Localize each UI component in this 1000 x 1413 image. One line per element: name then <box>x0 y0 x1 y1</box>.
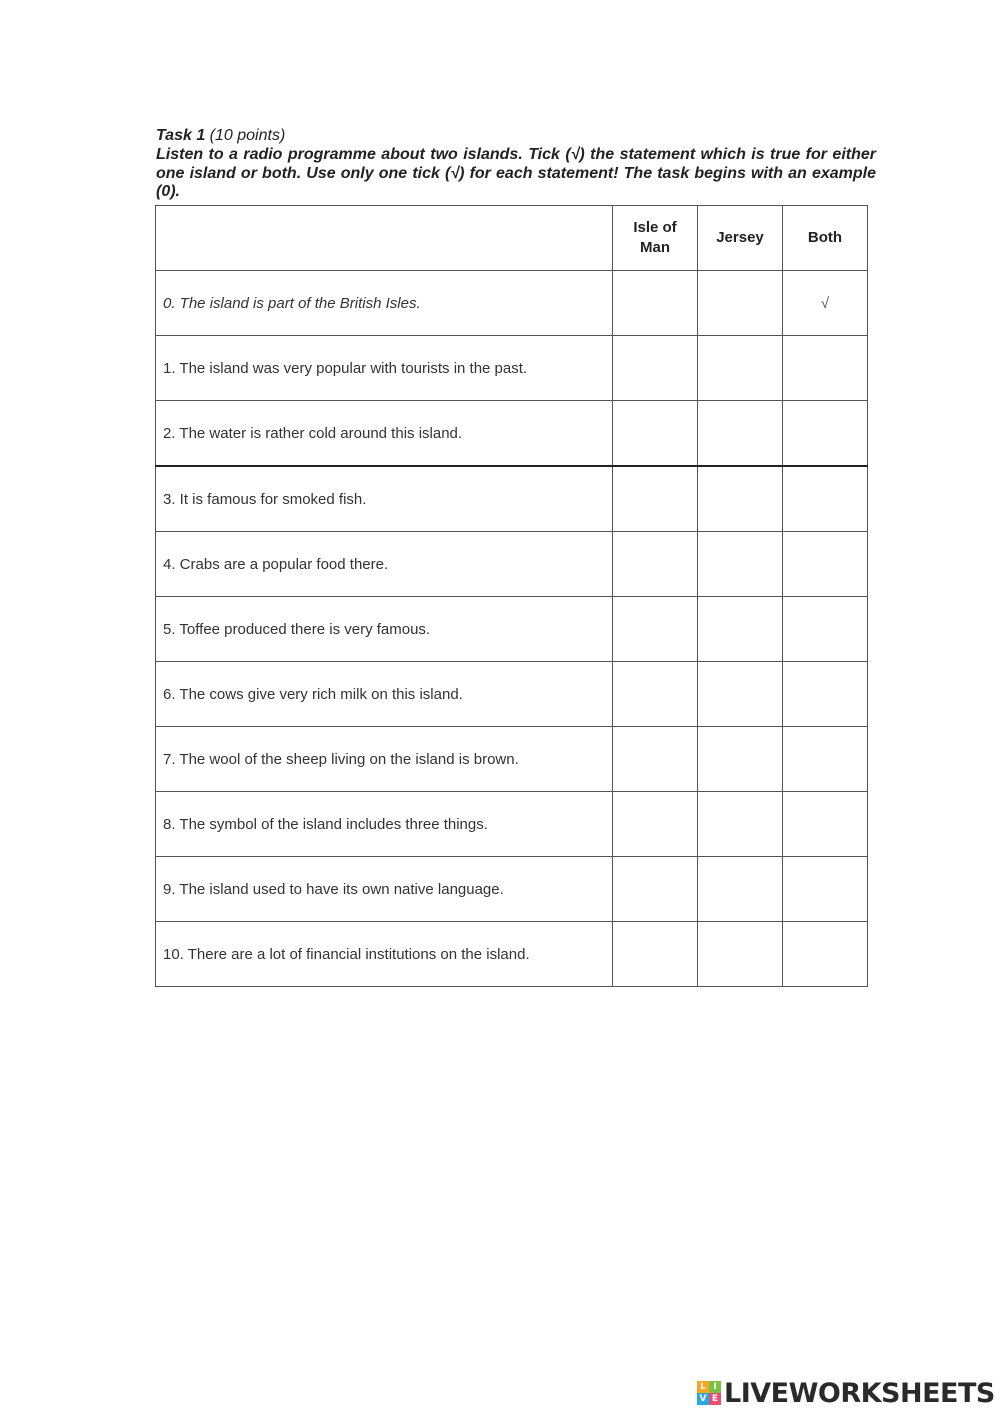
statement-cell: 10. There are a lot of financial institutions on the island. <box>156 922 613 987</box>
tick-cell-isle-of-man[interactable] <box>613 532 698 597</box>
tick-cell-both[interactable] <box>783 727 868 792</box>
tick-cell-isle-of-man[interactable] <box>613 336 698 401</box>
tick-cell-both[interactable] <box>783 336 868 401</box>
tick-cell-isle-of-man <box>613 271 698 336</box>
tick-cell-both[interactable] <box>783 857 868 922</box>
task-label: Task 1 <box>156 127 206 144</box>
table-body <box>156 271 868 987</box>
table-row <box>156 597 868 662</box>
tick-cell-both[interactable] <box>783 597 868 662</box>
table-row <box>156 922 868 987</box>
table-row <box>156 532 868 597</box>
tick-cell-jersey[interactable] <box>698 532 783 597</box>
tick-cell-both[interactable] <box>783 922 868 987</box>
statement-cell: 0. The island is part of the British Isles. <box>156 271 613 336</box>
logo-mark-letter: E <box>709 1393 721 1405</box>
tick-cell-isle-of-man[interactable] <box>613 922 698 987</box>
column-header-jersey: Jersey <box>698 206 783 271</box>
logo-mark-letter: I <box>709 1381 721 1393</box>
column-header-both: Both <box>783 206 868 271</box>
table-row <box>156 466 868 532</box>
tick-cell-isle-of-man[interactable] <box>613 792 698 857</box>
tick-cell-isle-of-man[interactable] <box>613 662 698 727</box>
statement-cell: 3. It is famous for smoked fish. <box>156 466 613 532</box>
tick-cell-jersey[interactable] <box>698 401 783 467</box>
tick-cell-jersey[interactable] <box>698 336 783 401</box>
tick-cell-isle-of-man[interactable] <box>613 466 698 532</box>
tick-cell-both[interactable] <box>783 401 868 467</box>
tick-cell-jersey[interactable] <box>698 922 783 987</box>
tick-cell-jersey[interactable] <box>698 662 783 727</box>
statement-cell: 7. The wool of the sheep living on the island is brown. <box>156 727 613 792</box>
tick-cell-jersey[interactable] <box>698 466 783 532</box>
tick-cell-both[interactable] <box>783 532 868 597</box>
statement-column-header <box>156 206 613 271</box>
tick-cell-both[interactable] <box>783 792 868 857</box>
statement-cell: 6. The cows give very rich milk on this island. <box>156 662 613 727</box>
column-label: Isle of Man <box>633 219 677 256</box>
table-row <box>156 271 868 336</box>
task-title <box>156 126 876 146</box>
task-points: (10 points) <box>209 127 286 144</box>
liveworksheets-logo <box>697 1378 995 1408</box>
statement-cell: 1. The island was very popular with tourists in the past. <box>156 336 613 401</box>
tick-cell-isle-of-man[interactable] <box>613 727 698 792</box>
tick-cell-isle-of-man[interactable] <box>613 597 698 662</box>
column-header-isle-of-man <box>613 206 698 271</box>
statement-cell: 5. Toffee produced there is very famous. <box>156 597 613 662</box>
table-row <box>156 662 868 727</box>
tick-cell-isle-of-man[interactable] <box>613 401 698 467</box>
task-instructions: Listen to a radio programme about two islands. Tick (√) the statement which is true for either one island or both. Use only one tick (√) for each statement! The task begins with an example (0). <box>156 146 876 200</box>
logo-mark-letter: L <box>697 1381 709 1393</box>
tick-cell-jersey[interactable] <box>698 792 783 857</box>
tick-cell-jersey <box>698 271 783 336</box>
tick-cell-both[interactable] <box>783 662 868 727</box>
logo-mark-letter: V <box>697 1393 709 1405</box>
tick-cell-jersey[interactable] <box>698 727 783 792</box>
tick-cell-both: √ <box>783 271 868 336</box>
table-row <box>156 857 868 922</box>
statement-cell: 2. The water is rather cold around this island. <box>156 401 613 467</box>
table-row <box>156 727 868 792</box>
table-row <box>156 336 868 401</box>
tick-cell-both[interactable] <box>783 466 868 532</box>
table-row <box>156 401 868 467</box>
tick-cell-jersey[interactable] <box>698 597 783 662</box>
logo-text: LIVEWORKSHEETS <box>724 1377 995 1409</box>
answer-table <box>155 205 868 987</box>
tick-cell-isle-of-man[interactable] <box>613 857 698 922</box>
table-row <box>156 792 868 857</box>
table-header-row <box>156 206 868 271</box>
statement-cell: 4. Crabs are a popular food there. <box>156 532 613 597</box>
tick-cell-jersey[interactable] <box>698 857 783 922</box>
statement-cell: 9. The island used to have its own native language. <box>156 857 613 922</box>
statement-cell: 8. The symbol of the island includes three things. <box>156 792 613 857</box>
task-header <box>156 126 876 202</box>
logo-mark-icon <box>697 1381 721 1405</box>
